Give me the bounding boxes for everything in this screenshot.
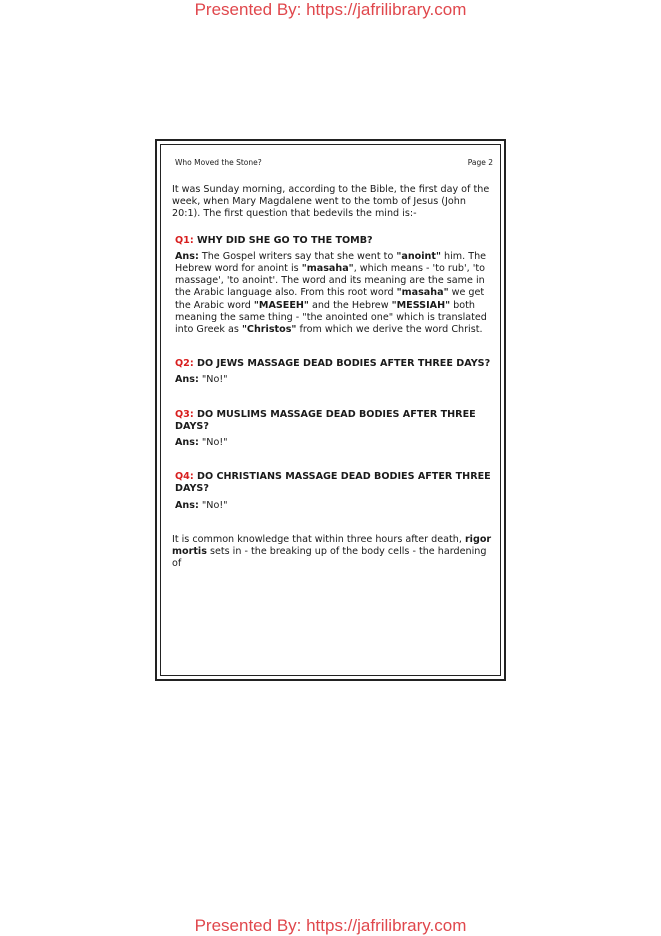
answer-label: Ans: <box>175 437 199 449</box>
question-text: WHY DID SHE GO TO THE TOMB? <box>197 234 373 246</box>
answer-q3 <box>175 437 495 449</box>
answer-text: "No!" <box>198 437 228 449</box>
answer-text: both meaning the same thing - "the anointed one" which is translated into Greek as <box>175 299 487 336</box>
closing-paragraph <box>172 534 495 571</box>
page-frame <box>155 139 506 681</box>
question-text: DO CHRISTIANS MASSAGE DEAD BODIES AFTER THREE DAYS? <box>175 471 491 495</box>
qa-block-q2 <box>175 358 495 386</box>
watermark-bottom: Presented By: https://jafrilibrary.com <box>194 916 467 935</box>
question-number: Q4: <box>175 471 194 483</box>
answer-emphasis: "MASEEH" <box>253 299 309 311</box>
book-title: Who Moved the Stone? <box>175 158 262 167</box>
answer-text: we get the Arabic word <box>175 287 485 311</box>
qa-block-q4 <box>175 471 495 512</box>
answer-text: "No!" <box>198 374 228 386</box>
answer-q2 <box>175 374 495 386</box>
question-number: Q1: <box>175 234 194 246</box>
intro-paragraph: It was Sunday morning, according to the Bible, the first day of the week, when Mary Magdalene went to the tomb of Jesus (John 20:1). The first question that bedevils the mind is:- <box>172 184 490 220</box>
answer-text: , which means - 'to rub', 'to massage', 'to anoint'. The word and its meaning are the same in the Arabic language also. From this root word <box>175 263 485 299</box>
answer-label: Ans: <box>175 250 199 262</box>
answer-text: and the Hebrew <box>308 299 392 311</box>
qa-block-q1 <box>175 235 495 337</box>
question-q1 <box>175 235 495 247</box>
question-number: Q3: <box>175 408 194 420</box>
answer-text: him. The Hebrew word for anoint is <box>175 250 487 275</box>
page-number: Page 2 <box>467 158 493 167</box>
answer-text: "No!" <box>198 499 228 511</box>
question-q2 <box>175 358 495 370</box>
question-number: Q2: <box>175 358 194 370</box>
answer-text: The Gospel writers say that she went to <box>198 250 397 262</box>
answer-label: Ans: <box>175 499 199 511</box>
running-header <box>175 156 495 170</box>
answer-emphasis: "MESSIAH" <box>391 299 451 311</box>
closing-text: It is common knowledge that within three hours after death, <box>172 533 465 545</box>
answer-emphasis: "masaha" <box>301 263 354 275</box>
answer-label: Ans: <box>175 374 199 386</box>
question-text: DO MUSLIMS MASSAGE DEAD BODIES AFTER THREE DAYS? <box>175 408 476 432</box>
watermark-top: Presented By: https://jafrilibrary.com <box>194 0 467 19</box>
answer-q4 <box>175 500 495 512</box>
page-inner-frame <box>160 144 501 676</box>
closing-text: sets in - the breaking up of the body cells - the hardening of <box>172 546 487 570</box>
closing-emphasis: rigor mortis <box>172 533 492 558</box>
question-text: DO JEWS MASSAGE DEAD BODIES AFTER THREE DAYS? <box>197 358 491 370</box>
page-content <box>172 156 495 570</box>
answer-text: from which we derive the word Christ. <box>296 324 483 336</box>
answer-q1 <box>175 251 495 336</box>
answer-emphasis: "Christos" <box>241 324 297 336</box>
answer-emphasis: "anoint" <box>396 250 441 262</box>
question-q3 <box>175 409 495 433</box>
qa-block-q3 <box>175 409 495 450</box>
question-q4 <box>175 471 495 495</box>
answer-emphasis: "masaha" <box>396 287 449 299</box>
